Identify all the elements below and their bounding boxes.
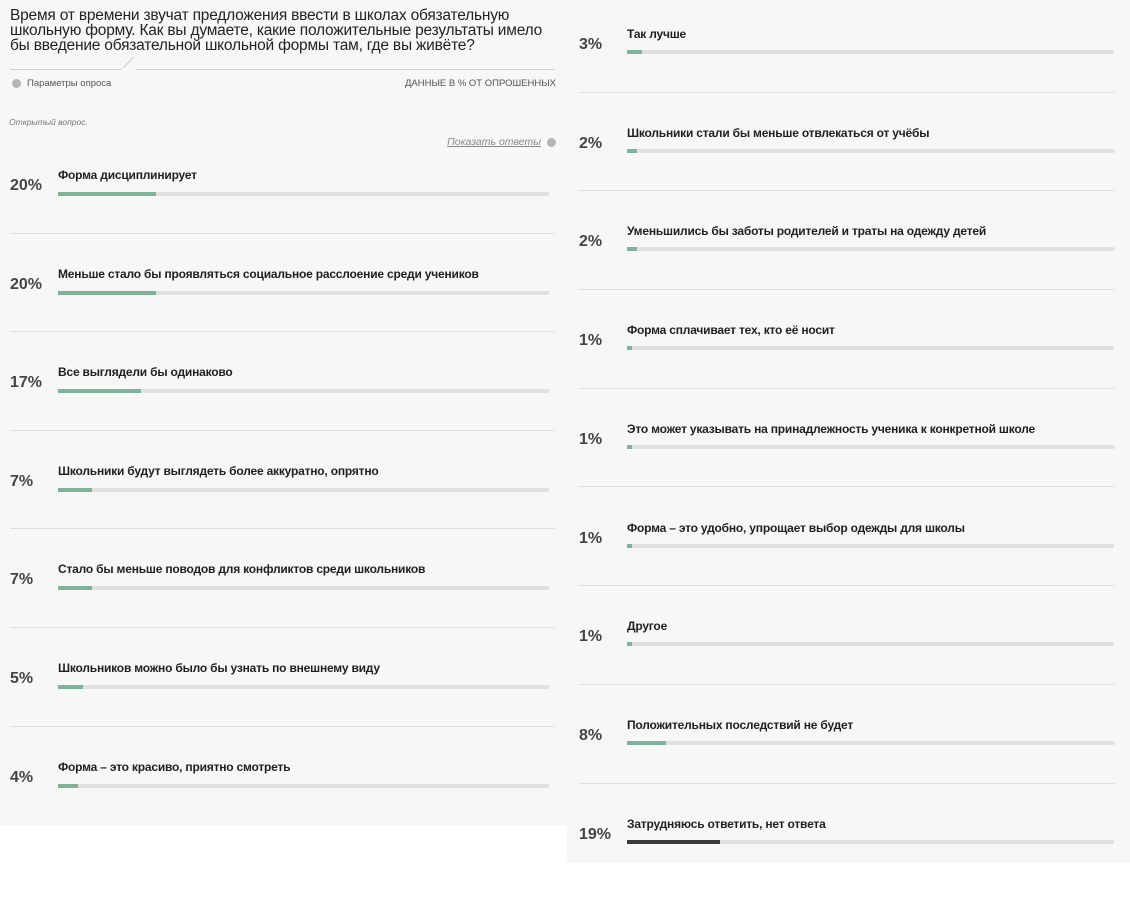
bar-track [627, 741, 1114, 745]
answer-percent: 5% [10, 670, 34, 687]
survey-parameters-label: Параметры опроса [27, 78, 112, 89]
bar-track [58, 389, 549, 393]
bar-track [58, 488, 549, 492]
answer-percent: 1% [579, 628, 603, 646]
bar-fill [627, 642, 632, 646]
row-divider [579, 289, 1115, 290]
bar-track [58, 784, 549, 788]
row-divider [579, 486, 1115, 487]
row-divider [10, 726, 555, 727]
row-divider [10, 430, 555, 431]
survey-panel-right [567, 0, 1130, 863]
bar-track [627, 642, 1114, 646]
bar-track [627, 149, 1114, 153]
info-icon [12, 79, 21, 88]
bar-fill [627, 445, 632, 449]
answer-label: Форма сплачивает тех, кто её носит [627, 323, 835, 338]
answer-label: Так лучше [627, 27, 687, 41]
bar-fill [627, 247, 637, 251]
answer-row [10, 562, 550, 661]
show-answers-link[interactable]: Показать ответы [447, 136, 541, 148]
answer-label: Затрудняюсь ответить, нет ответа [627, 816, 826, 831]
bar-fill [627, 149, 637, 153]
units-note: ДАННЫЕ В % ОТ ОПРОШЕННЫХ [404, 78, 556, 89]
bar-track [58, 192, 549, 196]
open-question-note: Открытый вопрос. [9, 117, 88, 127]
answer-row [579, 224, 1115, 323]
answer-label: Все выглядели бы одинаково [58, 365, 233, 380]
answer-percent: 20% [10, 177, 43, 194]
bar-fill [627, 840, 720, 844]
bar-track [627, 247, 1114, 251]
divider [10, 69, 555, 70]
bar-track [627, 50, 1114, 54]
toggle-icon [547, 138, 556, 147]
bar-fill [58, 685, 83, 689]
bar-fill [58, 586, 92, 590]
bar-fill [58, 488, 92, 492]
show-answers-button[interactable] [447, 136, 556, 148]
answer-row [10, 464, 550, 563]
row-divider [579, 585, 1115, 586]
answer-label: Уменьшились бы заботы родителей и траты на одежду детей [627, 224, 987, 239]
bar-track [627, 346, 1114, 350]
answer-row [10, 267, 550, 366]
answer-percent: 3% [579, 36, 603, 53]
bar-track [627, 544, 1114, 548]
bar-track [58, 685, 549, 689]
answer-row [10, 365, 550, 464]
answer-percent: 19% [579, 825, 612, 843]
bar-track [58, 586, 549, 590]
bar-track [627, 445, 1114, 449]
answer-row [579, 817, 1115, 916]
answer-label: Форма – это красиво, приятно смотреть [58, 759, 291, 774]
answer-label: Меньше стало бы проявляться социальное расслоение среди учеников [58, 266, 479, 281]
answer-label: Положительных последствий не будет [627, 717, 854, 732]
row-divider [10, 331, 555, 332]
answer-label: Стало бы меньше поводов для конфликтов среди школьников [58, 562, 426, 577]
row-divider [579, 92, 1115, 93]
answer-row [579, 619, 1115, 718]
answer-row [579, 718, 1115, 817]
answer-row [10, 661, 550, 760]
answer-row [10, 760, 550, 859]
bar-fill [627, 346, 632, 350]
row-divider [579, 684, 1115, 685]
pointer-notch [122, 57, 136, 71]
survey-panel-left [0, 0, 567, 825]
answer-percent: 17% [10, 374, 43, 392]
bar-fill [58, 192, 156, 196]
answer-percent: 20% [10, 275, 43, 293]
answer-percent: 7% [10, 472, 34, 490]
bar-fill [627, 544, 632, 548]
answer-percent: 7% [10, 571, 34, 589]
answer-label: Другое [627, 619, 668, 634]
bar-fill [58, 389, 141, 393]
answer-label: Форма – это удобно, упрощает выбор одежды для школы [627, 520, 965, 535]
bar-fill [627, 741, 666, 745]
row-divider [579, 388, 1115, 389]
answer-label: Это может указывать на принадлежность ученика к конкретной школе [627, 421, 1035, 436]
row-divider [10, 528, 555, 529]
row-divider [579, 190, 1115, 191]
answer-percent: 1% [579, 332, 603, 350]
answer-row [579, 126, 1115, 225]
answer-label: Школьники стали бы меньше отвлекаться от учёбы [627, 125, 930, 140]
answer-percent: 4% [10, 768, 34, 786]
answer-label: Школьников можно было бы узнать по внешнему виду [58, 661, 380, 675]
bar-track [58, 291, 549, 295]
answer-percent: 2% [579, 134, 603, 152]
answer-label: Форма дисциплинирует [58, 168, 197, 182]
bar-fill [627, 50, 642, 54]
bar-track [627, 840, 1114, 844]
row-divider [579, 783, 1115, 784]
answer-row [579, 323, 1115, 422]
answer-percent: 1% [579, 529, 603, 547]
row-divider [10, 627, 555, 628]
answer-row [579, 422, 1115, 521]
answer-percent: 2% [579, 233, 603, 251]
answer-row [579, 27, 1115, 126]
answer-row [579, 521, 1115, 620]
answer-label: Школьники будут выглядеть более аккуратно, опрятно [58, 463, 379, 478]
answer-percent: 1% [579, 430, 603, 448]
question-text: Время от времени звучат предложения ввести в школах обязательную школьную форму. Как вы думаете, какие положительные результаты имело бы введение обязательной школьной формы там, где вы живёте? [10, 7, 543, 54]
bar-fill [58, 784, 78, 788]
answer-percent: 8% [579, 726, 603, 744]
answer-row [10, 168, 550, 267]
survey-parameters-toggle[interactable] [12, 78, 111, 89]
bar-fill [58, 291, 156, 295]
row-divider [10, 233, 555, 234]
